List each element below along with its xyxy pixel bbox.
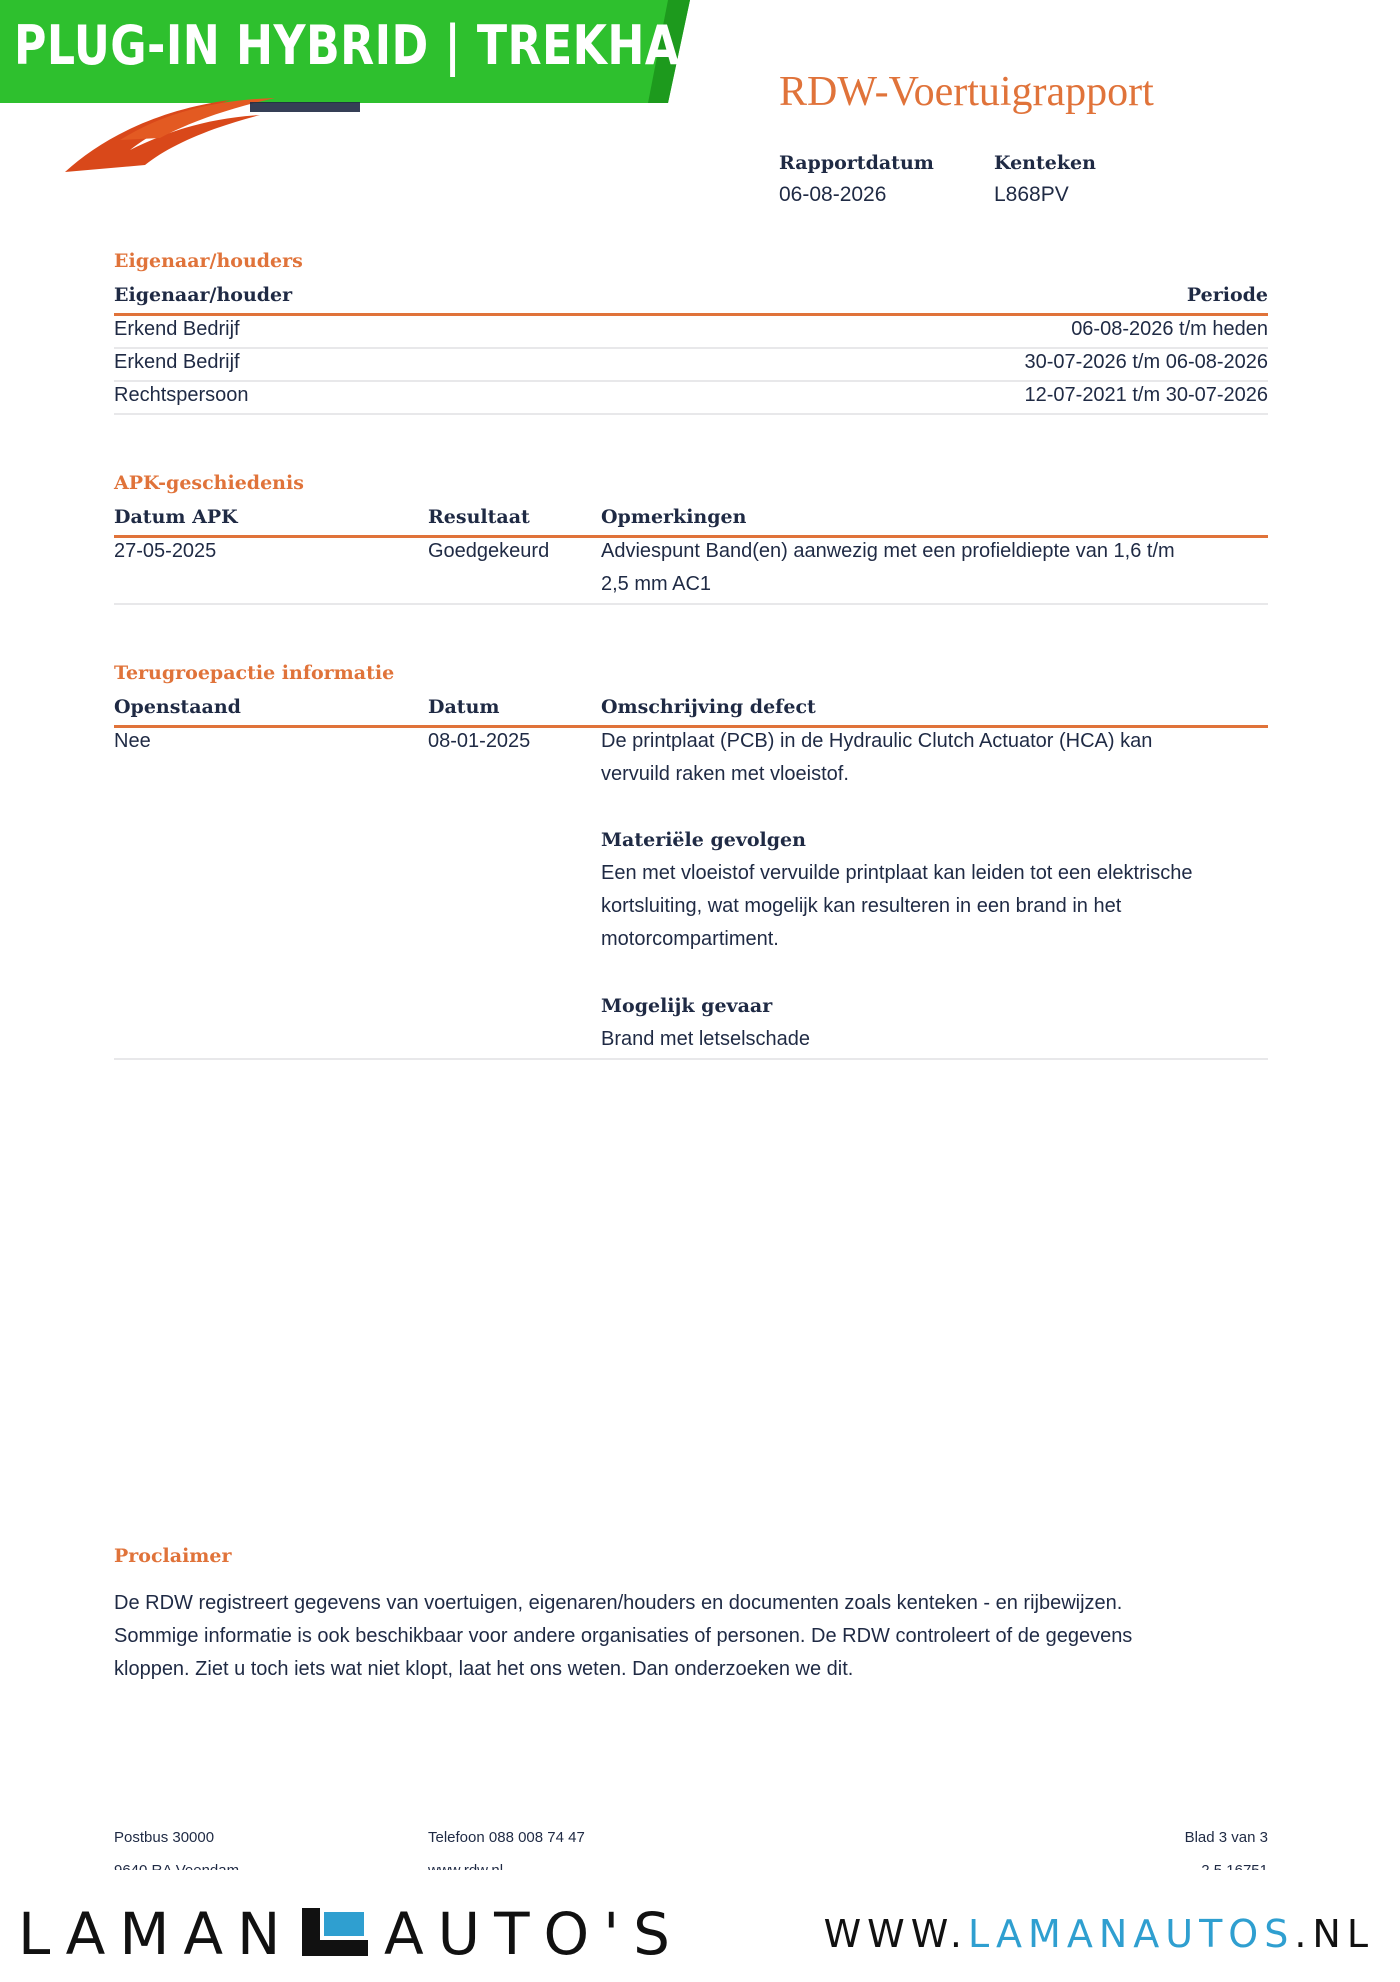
footer-postbus: Postbus 30000 (114, 1829, 215, 1846)
owner-row-2-name: Erkend Bedrijf (114, 351, 240, 373)
footer-website-cut (428, 1862, 503, 1870)
recall-desc-line1: De printplaat (PCB) in de Hydraulic Clutch Actuator (HCA) kan (601, 730, 1153, 752)
plate-value: L868PV (994, 183, 1069, 206)
recall-col-desc: Omschrijving defect (601, 696, 816, 718)
recall-col-date: Datum (428, 696, 500, 718)
report-date-block (779, 152, 934, 207)
owner-row-divider (114, 413, 1268, 415)
apk-row-remarks-line2: 2,5 mm AC1 (601, 573, 712, 595)
owner-row-2-period: 30-07-2026 t/m 06-08-2026 (1024, 351, 1268, 373)
brand-name-left: LAMAN (18, 1900, 295, 1968)
plate-block (994, 152, 1096, 207)
owner-row-1-name: Erkend Bedrijf (114, 318, 240, 340)
owners-col-period: Periode (1186, 284, 1268, 306)
recall-row-divider (114, 1058, 1268, 1060)
proclaimer-title: Proclaimer (114, 1545, 232, 1567)
brand-website[interactable] (824, 1912, 1374, 1956)
apk-row-date: 27-05-2025 (114, 540, 217, 562)
owner-row-1-period: 06-08-2026 t/m heden (1071, 318, 1268, 340)
website-suffix: .NL (1294, 1912, 1374, 1956)
banner-text: PLUG-IN HYBRID | TREKHAAK (14, 14, 749, 77)
recall-consequences-line2: kortsluiting, wat mogelijk kan resulteren in een brand in het (601, 895, 1122, 917)
owners-section-title: Eigenaar/houders (114, 250, 303, 272)
apk-col-result: Resultaat (428, 506, 530, 528)
owners-col-owner: Eigenaar/houder (114, 284, 293, 306)
owner-row-3-period: 12-07-2021 t/m 30-07-2026 (1024, 384, 1268, 406)
apk-col-remarks: Opmerkingen (601, 506, 747, 528)
proclaimer-line2: Sommige informatie is ook beschikbaar voor andere organisaties of personen. De RDW controleert of de gegevens (114, 1625, 1133, 1647)
recall-danger-title: Mogelijk gevaar (601, 995, 773, 1017)
recall-consequences-line3: motorcompartiment. (601, 928, 779, 950)
proclaimer-line3: kloppen. Ziet u toch iets wat niet klopt, laat het ons weten. Dan onderzoeken we dit. (114, 1658, 854, 1680)
footer-phone: Telefoon 088 008 74 47 (428, 1829, 585, 1846)
footer-page: Blad 3 van 3 (1184, 1829, 1268, 1846)
apk-row-remarks-line1: Adviespunt Band(en) aanwezig met een profieldiepte van 1,6 t/m (601, 540, 1175, 562)
recall-col-open: Openstaand (114, 696, 241, 718)
recall-consequences-title: Materiële gevolgen (601, 829, 806, 851)
recall-open-value: Nee (114, 730, 151, 752)
footer-code-cut (1068, 1862, 1268, 1870)
apk-col-date: Datum APK (114, 506, 238, 528)
laman-logo-icon (302, 1908, 368, 1956)
report-date-label: Rapportdatum (779, 152, 934, 174)
recall-desc-line2: vervuild raken met vloeistof. (601, 763, 849, 785)
recall-section-title: Terugroepactie informatie (114, 662, 395, 684)
footer-address-cut (114, 1862, 239, 1870)
website-name: LAMANAUTOS (968, 1912, 1295, 1956)
rdw-logo (60, 70, 390, 180)
apk-row-result: Goedgekeurd (428, 540, 550, 562)
proclaimer-line1: De RDW registreert gegevens van voertuigen, eigenaren/houders en documenten zoals kenteken - en rijbewijzen. (114, 1592, 1123, 1614)
recall-consequences-line1: Een met vloeistof vervuilde printplaat kan leiden tot een elektrische (601, 862, 1193, 884)
owner-row-3-name: Rechtspersoon (114, 384, 249, 406)
plate-label: Kenteken (994, 152, 1096, 174)
apk-row-divider (114, 603, 1268, 605)
brand-name-right: AUTO'S (384, 1900, 684, 1968)
report-title: RDW-Voertuigrapport (779, 69, 1154, 115)
recall-danger-text: Brand met letselschade (601, 1028, 811, 1050)
recall-date-value: 08-01-2025 (428, 730, 531, 752)
report-date-value: 06-08-2026 (779, 183, 887, 206)
website-prefix: WWW. (823, 1912, 969, 1956)
apk-section-title: APK-geschiedenis (114, 472, 304, 494)
